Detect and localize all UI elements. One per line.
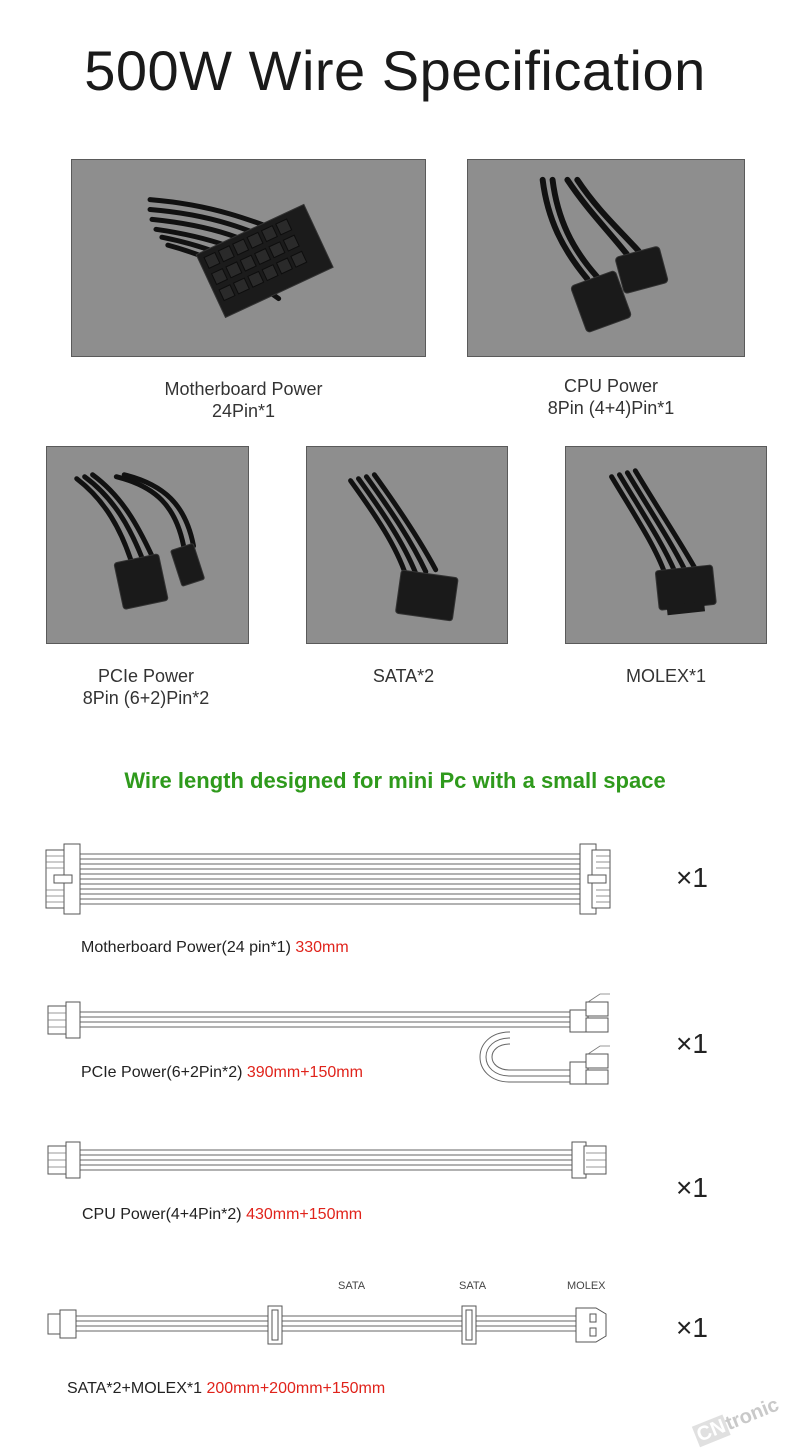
- cpu-cable-spec: [82, 1206, 362, 1224]
- motherboard-connector-photo: [71, 159, 426, 357]
- cpu-cable-diagram: [40, 1140, 620, 1180]
- sata-1-label: SATA: [338, 1280, 366, 1292]
- molex-caption: [565, 665, 767, 687]
- connector-name: SATA*2: [372, 666, 435, 686]
- molex-connector-image: [566, 447, 766, 643]
- cable-label: PCIe Power(6+2Pin*2): [81, 1064, 247, 1081]
- connector-detail: 8Pin (6+2)Pin*2: [82, 688, 210, 708]
- cable-length: 430mm+150mm: [246, 1206, 363, 1223]
- pcie-connector-photo: [46, 446, 249, 644]
- cpu-connector-image: [468, 160, 744, 356]
- motherboard-cable-quantity: ×1: [676, 862, 708, 893]
- motherboard-caption: [71, 378, 416, 422]
- sata-molex-cable-quantity: ×1: [676, 1312, 708, 1343]
- sata-connector-photo: [306, 446, 508, 644]
- connector-name: PCIe Power: [97, 666, 195, 686]
- connector-name: CPU Power: [563, 376, 659, 396]
- pcie-cable-quantity: ×1: [676, 1028, 708, 1059]
- pcie-connector-image: [47, 447, 248, 643]
- cable-length: 390mm+150mm: [246, 1064, 363, 1081]
- sata-caption: [306, 665, 501, 687]
- motherboard-cable-diagram: [40, 840, 620, 920]
- sata-molex-cable-spec: [67, 1380, 385, 1398]
- page-title: 500W Wire Specification: [84, 39, 706, 102]
- mini-pc-headline: Wire length designed for mini Pc with a small space: [124, 768, 666, 793]
- cpu-caption: [467, 375, 755, 419]
- connector-name: Motherboard Power: [164, 379, 323, 399]
- sata-2-label: SATA: [459, 1280, 487, 1292]
- cpu-connector-photo: [467, 159, 745, 357]
- pcie-caption: [46, 665, 246, 709]
- sata-connector-image: [307, 447, 507, 643]
- motherboard-connector-image: [72, 160, 425, 356]
- cpu-cable-quantity: ×1: [676, 1172, 708, 1203]
- watermark-prefix: CN: [693, 1415, 729, 1447]
- sata-molex-cable-diagram: [40, 1300, 620, 1350]
- brand-watermark: [691, 1394, 782, 1448]
- cable-length: 200mm+200mm+150mm: [206, 1380, 386, 1397]
- cable-length: 330mm: [295, 939, 349, 956]
- cable-label: SATA*2+MOLEX*1: [67, 1380, 207, 1397]
- connector-detail: 24Pin*1: [211, 401, 276, 421]
- connector-detail: 8Pin (4+4)Pin*1: [547, 398, 675, 418]
- pcie-cable-spec: [81, 1064, 363, 1082]
- cable-label: Motherboard Power(24 pin*1): [81, 939, 296, 956]
- cable-label: CPU Power(4+4Pin*2): [82, 1206, 247, 1223]
- molex-connector-photo: [565, 446, 767, 644]
- motherboard-cable-spec: [81, 939, 349, 957]
- molex-label: MOLEX: [567, 1280, 606, 1292]
- watermark-suffix: tronic: [721, 1393, 782, 1435]
- connector-name: MOLEX*1: [625, 666, 707, 686]
